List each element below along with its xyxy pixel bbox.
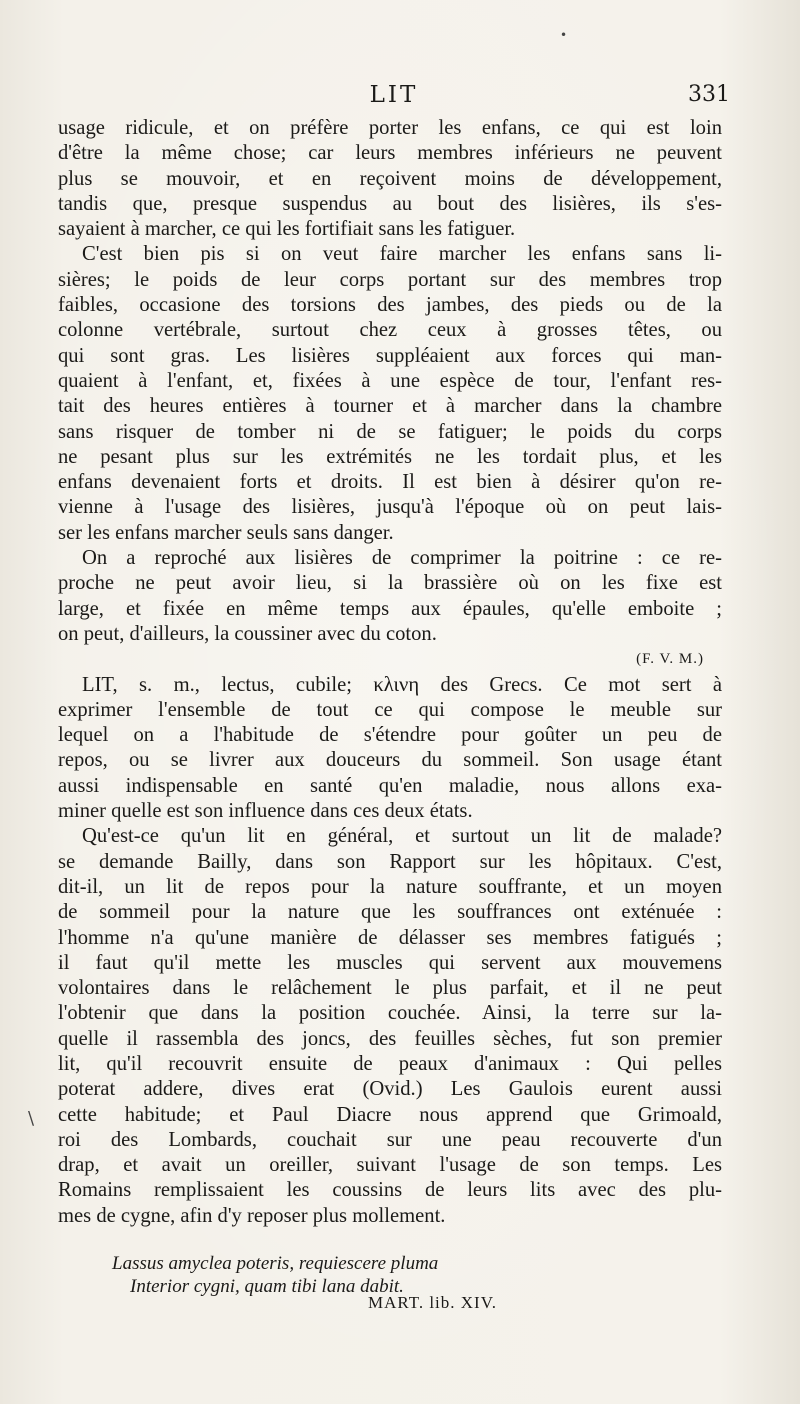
text-line: d'être la même chose; car leurs membres inférieurs ne peuvent (58, 142, 722, 165)
text-line: sayaient à marcher, ce qui les fortifiait sans les fatiguer. (58, 218, 516, 241)
text-line: l'obtenir que dans la position couchée. Ainsi, la terre sur la- (58, 1002, 722, 1025)
text-line: lequel on a l'habitude de s'étendre pour goûter un peu de (58, 724, 722, 747)
text-line: poterat addere, dives erat (Ovid.) Les Gaulois eurent aussi (58, 1078, 722, 1101)
text-line: aussi indispensable en santé qu'en maladie, nous allons exa- (58, 774, 722, 797)
text-line: de sommeil pour la nature que les souffrances ont exténuée : (58, 901, 722, 924)
text-line: lit, qu'il recouvrit ensuite de peaux d'animaux : Qui pelles (58, 1052, 722, 1075)
text-line: ser les enfans marcher seuls sans danger. (58, 521, 394, 544)
text-line: C'est bien pis si on veut faire marcher les enfans sans li- (82, 243, 722, 266)
text-line: mes de cygne, afin d'y reposer plus mollement. (58, 1204, 446, 1227)
verse-citation: MART. lib. XIV. (368, 1293, 498, 1312)
margin-mark: • (560, 28, 568, 42)
body-text (58, 116, 722, 1229)
text-line: dit-il, un lit de repos pour la nature souffrante, et un moyen (58, 875, 722, 898)
page-header (58, 82, 730, 116)
text-line: cette habitude; et Paul Diacre nous apprend que Grimoald, (58, 1103, 722, 1126)
entry-heading-line: LIT, s. m., lectus, cubile; κλινη des Grecs. Ce mot sert à (82, 673, 722, 696)
text-line: sières; le poids de leur corps portant sur des membres trop (58, 268, 722, 291)
page-number: 331 (688, 82, 730, 107)
text-line: repos, ou se livrer aux douceurs du sommeil. Son usage étant (58, 749, 722, 772)
text-line: exprimer l'ensemble de tout ce qui compose le meuble sur (58, 698, 722, 721)
text-line: colonne vertébrale, surtout chez ceux à grosses têtes, ou (58, 319, 722, 342)
margin-mark: \ (28, 1108, 35, 1129)
verse-quotation (112, 1252, 632, 1298)
text-line: proche ne peut avoir lieu, si la brassière où on les fixe est (58, 572, 722, 595)
text-line: roi des Lombards, couchait sur une peau recouverte d'un (58, 1128, 722, 1151)
text-line: l'homme n'a qu'une manière de délasser ses membres fatigués ; (58, 926, 722, 949)
text-line: Qu'est-ce qu'un lit en général, et surtout un lit de malade? (82, 825, 722, 848)
text-line: plus se mouvoir, et en reçoivent moins de développement, (58, 167, 722, 190)
text-line: vienne à l'usage des lisières, jusqu'à l'époque où on peut lais- (58, 496, 722, 519)
text-line: tandis que, presque suspendus au bout des lisières, ils s'es- (58, 192, 722, 215)
text-line: large, et fixée en même temps aux épaules, qu'elle emboite ; (58, 597, 722, 620)
verse-line: Lassus amyclea poteris, requiescere pluma (112, 1253, 439, 1274)
text-line: on peut, d'ailleurs, la coussiner avec du coton. (58, 622, 437, 645)
text-line: On a reproché aux lisières de comprimer la poitrine : ce re- (82, 547, 722, 570)
text-line: se demande Bailly, dans son Rapport sur les hôpitaux. C'est, (58, 850, 722, 873)
text-line: ne pesant plus sur les extrémités ne les tordait plus, et les (58, 445, 722, 468)
text-line: qui sont gras. Les lisières suppléaient aux forces qui man- (58, 344, 722, 367)
text-line: quelle il rassembla des joncs, des feuilles sèches, fut son premier (58, 1027, 722, 1050)
running-head: LIT (369, 82, 419, 108)
author-initials: (F. V. M.) (636, 651, 704, 668)
text-line: quaient à l'enfant, et, fixées à une espèce de tour, l'enfant res- (58, 369, 722, 392)
text-line: drap, et avait un oreiller, suivant l'usage de son temps. Les (58, 1154, 722, 1177)
text-line: faibles, occasione des torsions des jambes, des pieds ou de la (58, 294, 722, 317)
text-line: il faut qu'il mette les muscles qui servent aux mouvemens (58, 951, 722, 974)
text-line: tait des heures entières à tourner et à marcher dans la chambre (58, 395, 722, 418)
text-line: Romains remplissaient les coussins de leurs lits avec des plu- (58, 1179, 722, 1202)
text-line: usage ridicule, et on préfère porter les enfans, ce qui est loin (58, 117, 722, 139)
text-line: volontaires dans le relâchement le plus parfait, et il ne peut (58, 977, 722, 1000)
verse-line: Interior cygni, quam tibi lana dabit. (130, 1276, 404, 1297)
text-line: sans risquer de tomber ni de se fatiguer; le poids du corps (58, 420, 722, 443)
text-line: enfans devenaient forts et droits. Il est bien à désirer qu'on re- (58, 471, 722, 494)
text-line: miner quelle est son influence dans ces deux états. (58, 800, 473, 823)
